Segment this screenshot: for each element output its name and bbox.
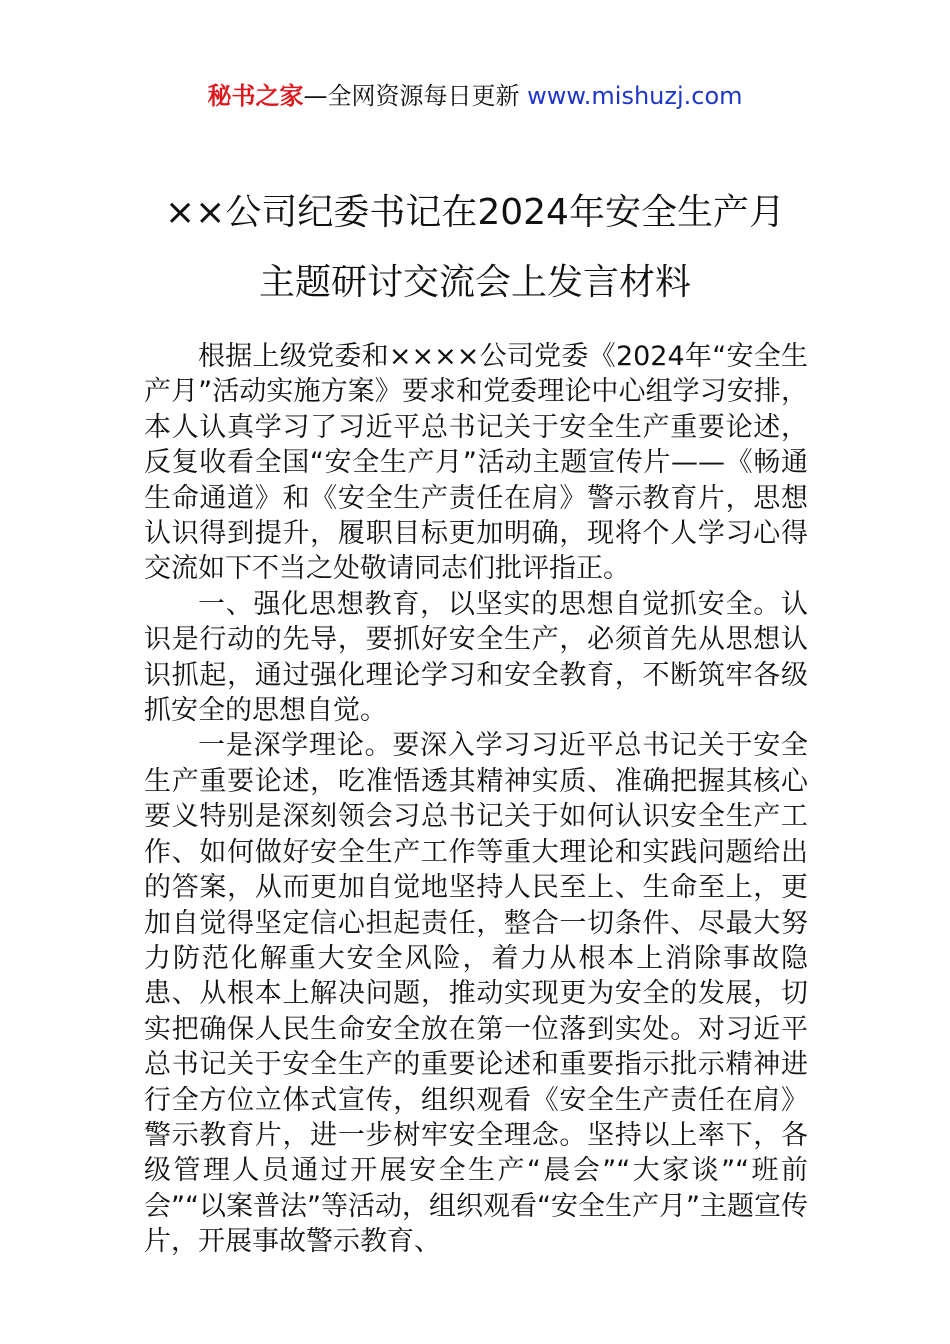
document-title-line-1: ××公司纪委书记在2024年安全生产月	[165, 192, 785, 233]
paragraph-point-1: 一是深学理论。要深入学习习近平总书记关于安全生产重要论述，吃准悟透其精神实质、准确把握其核心要义特别是深刻领会习总书记关于如何认识安全生产工作、如何做好安全生产工作等重大理论和实践问题给出的答案，从而更加自觉地坚持人民至上、生命至上，更加自觉得坚定信心担起责任，整合一切条件、尽最大努力防范化解重大安全风险，着力从根本上消除事故隐患、从根本上解决问题，推动实现更为安全的发展，切实把确保人民生命安全放在第一位落到实处。对习近平总书记关于安全生产的重要论述和重要指示批示精神进行全方位立体式宣传，组织观看《安全生产责任在肩》警示教育片，进一步树牢安全理念。坚持以上率下，各级管理人员通过开展安全生产“晨会”“大家谈”“班前会”“以案普法”等活动，组织观看“安全生产月”主题宣传片，开展事故警示教育、	[144, 730, 808, 1258]
paragraph-intro: 根据上级党委和××××公司党委《2024年“安全生产月”活动实施方案》要求和党委理论中心组学习安排，本人认真学习了习近平总书记关于安全生产重要论述，反复收看全国“安全生产月”活动主题宣传片——《畅通生命通道》和《安全生产责任在肩》警示教育片，思想认识得到提升，履职目标更加明确，现将个人学习心得交流如下不当之处敬请同志们批评指正。	[144, 341, 808, 585]
site-url-link[interactable]: www.mishuzj.com	[527, 82, 743, 110]
site-header	[0, 80, 950, 112]
site-brand: 秘书之家	[207, 82, 304, 110]
document-title	[0, 178, 950, 318]
document-body	[144, 339, 808, 1260]
paragraph-section-1: 一、强化思想教育，以坚实的思想自觉抓安全。认识是行动的先导，要抓好安全生产，必须首先从思想认识抓起，通过强化理论学习和安全教育，不断筑牢各级抓安全的思想自觉。	[144, 588, 808, 727]
document-title-line-2: 主题研讨交流会上发言材料	[258, 262, 691, 303]
site-tagline: —全网资源每日更新	[303, 82, 528, 110]
